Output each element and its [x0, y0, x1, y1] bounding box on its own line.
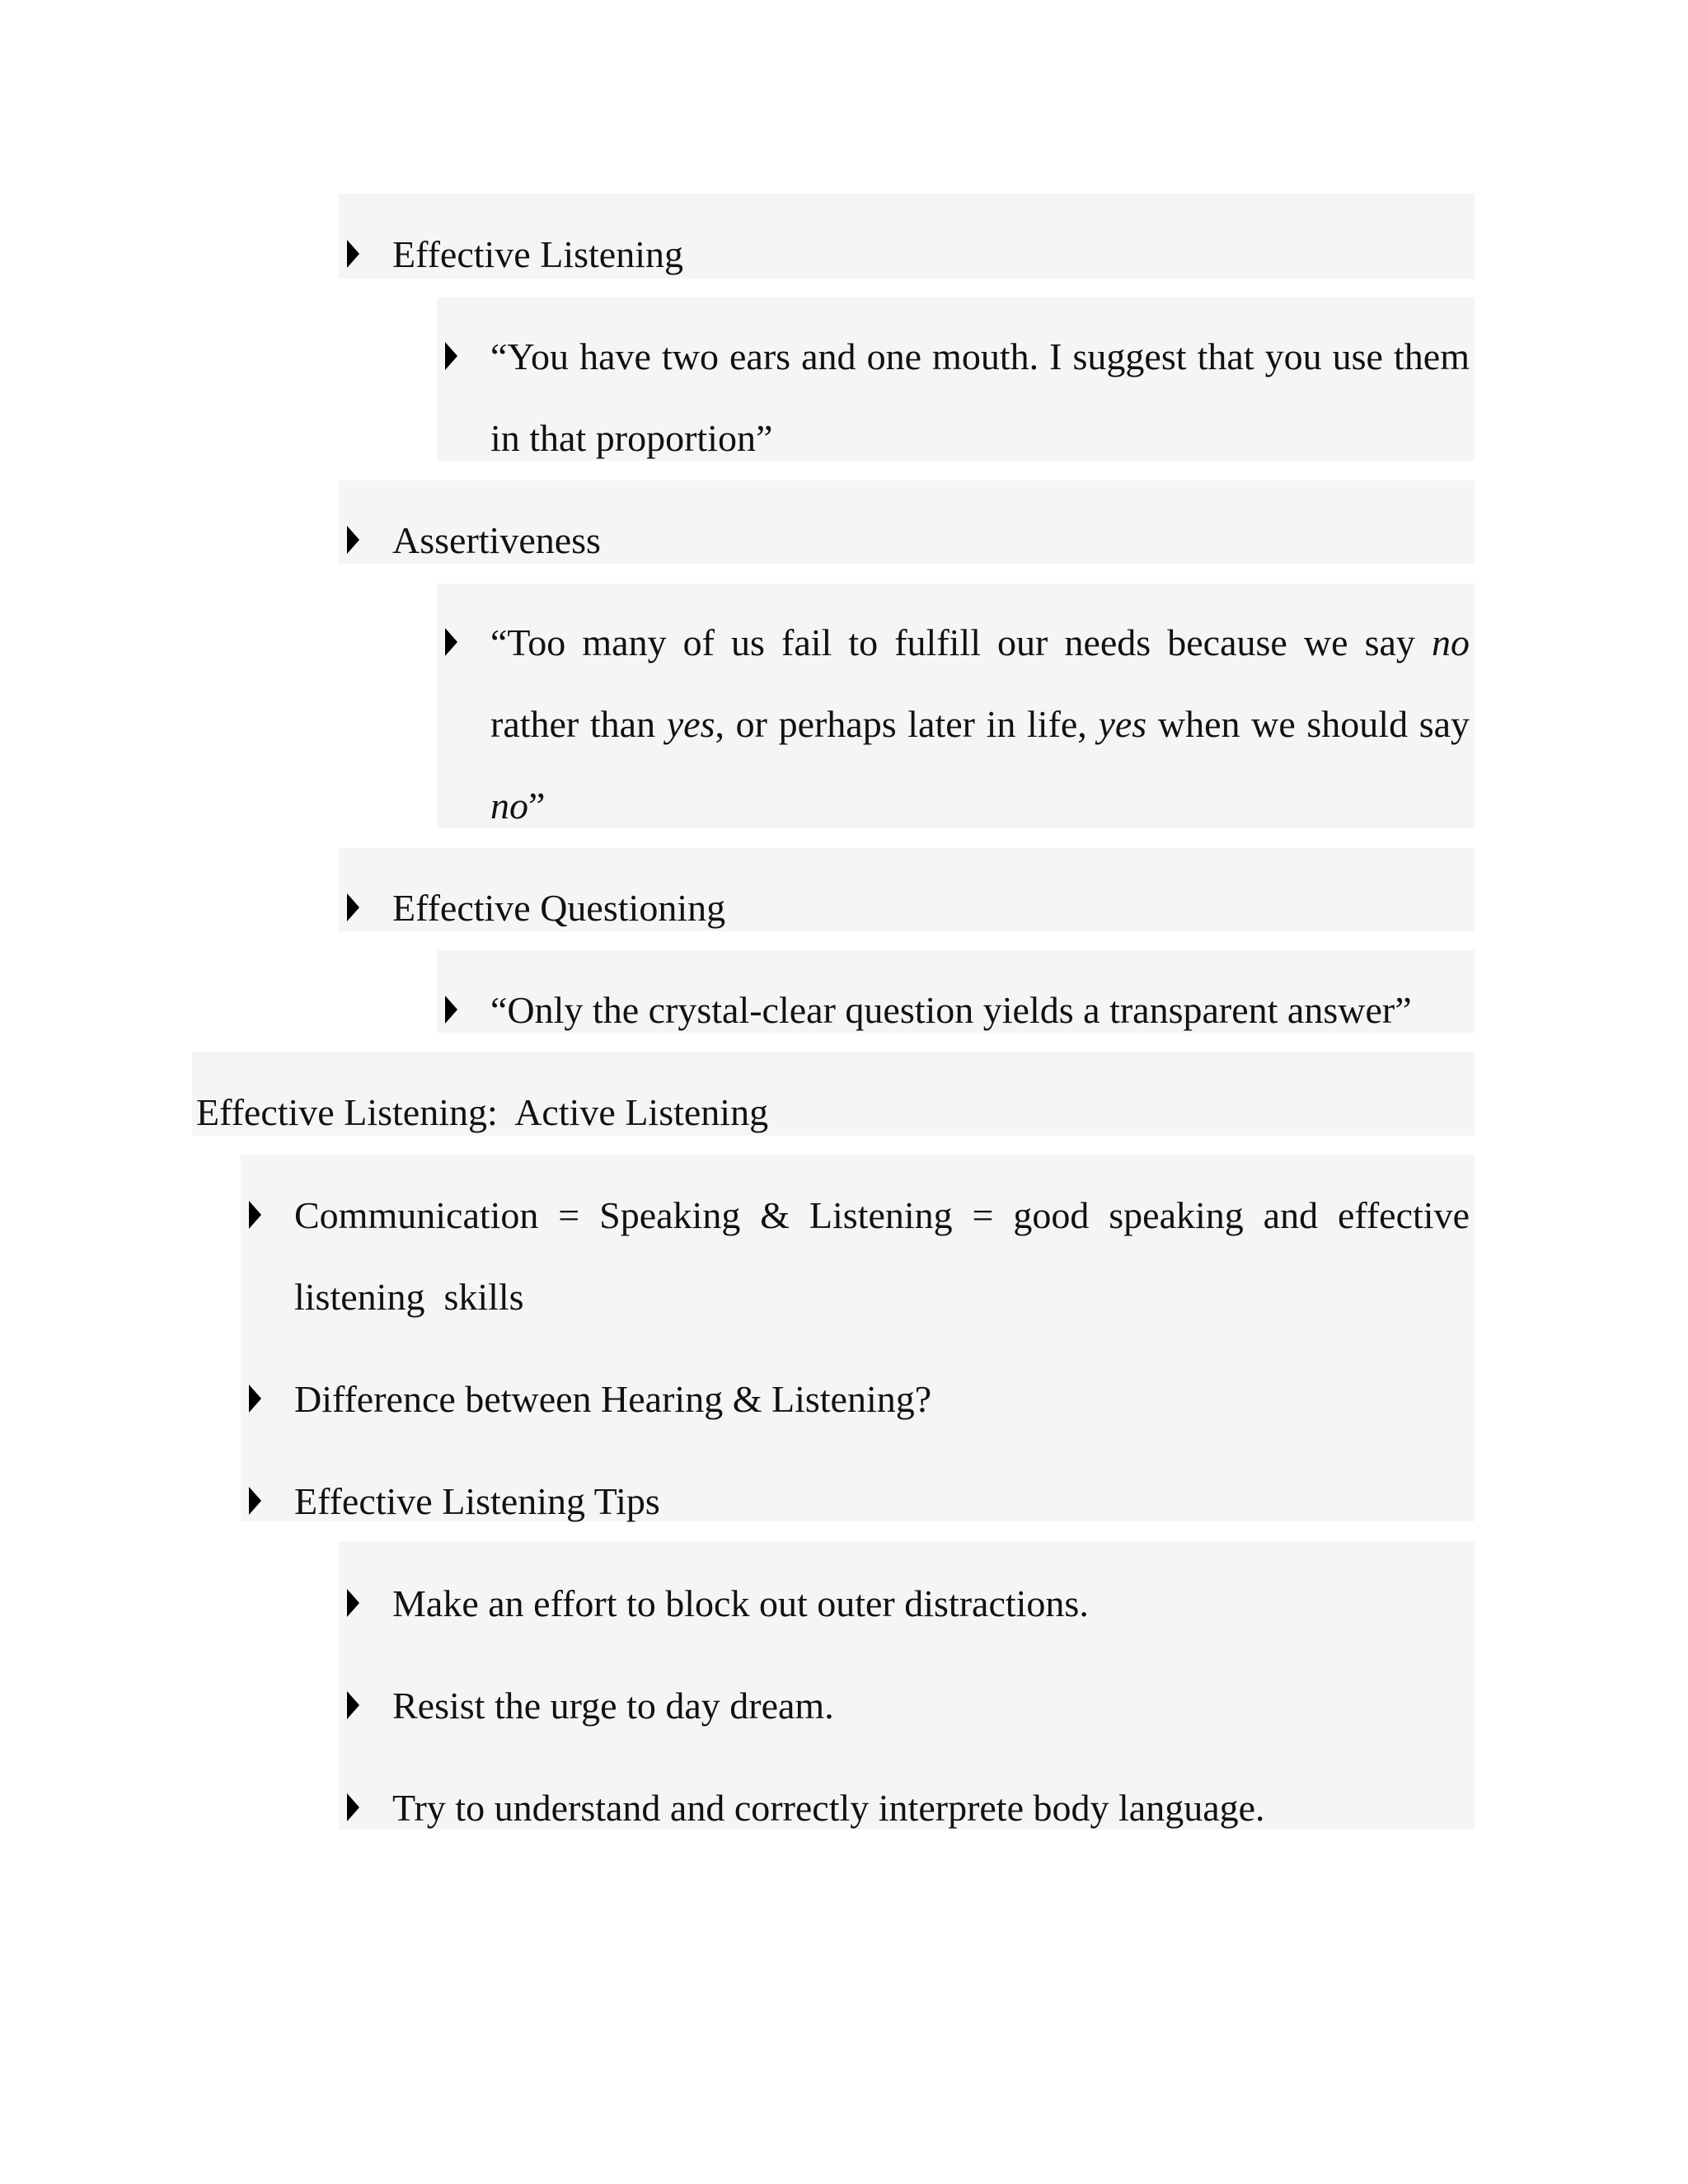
tip-item: Make an effort to block out outer distractions.: [392, 1582, 1089, 1624]
bullet-triangle-icon: [347, 1691, 359, 1719]
quote-line: [490, 705, 1470, 743]
bullet-triangle-icon: [445, 342, 457, 370]
bullet-triangle-icon: [445, 996, 457, 1024]
list-item-text: listening skills: [294, 1276, 524, 1318]
quote-text: “Too many of us fail to fulfill our needs because we say: [490, 621, 1415, 663]
quote-emphasis: no: [490, 785, 528, 827]
bullet-triangle-icon: [347, 893, 359, 921]
bullet-triangle-icon: [347, 240, 359, 268]
section-heading: Effective Listening: Active Listening: [196, 1091, 769, 1133]
list-item-label: Effective Questioning: [392, 887, 726, 929]
quote-text: when we should say: [1157, 703, 1470, 745]
bullet-triangle-icon: [445, 628, 457, 656]
quote-emphasis: yes: [666, 703, 715, 745]
bullet-triangle-icon: [347, 526, 359, 554]
list-item-text: Difference between Hearing & Listening?: [294, 1378, 932, 1420]
list-item-text: Effective Listening Tips: [294, 1480, 660, 1522]
quote-emphasis: no: [1432, 621, 1470, 663]
bullet-triangle-icon: [347, 1589, 359, 1617]
bullet-triangle-icon: [249, 1201, 261, 1229]
list-item-label: Assertiveness: [392, 519, 601, 561]
quote-line: “You have two ears and one mouth. I suggest that you use them: [490, 335, 1470, 377]
tip-item: Resist the urge to day dream.: [392, 1685, 834, 1727]
list-item-text: Communication = Speaking & Listening = good speaking and effective: [294, 1194, 1470, 1236]
bullet-triangle-icon: [347, 1793, 359, 1821]
quote-line: [490, 621, 1470, 663]
bullet-triangle-icon: [249, 1487, 261, 1515]
list-item-label: Effective Listening: [392, 233, 683, 275]
quote-line: in that proportion”: [490, 417, 773, 459]
quote-text: rather than: [490, 703, 656, 745]
quote-text: ”: [528, 785, 546, 827]
quote-emphasis: yes: [1098, 703, 1147, 745]
quote-line: [490, 787, 545, 825]
quote-text: , or perhaps later in life,: [715, 703, 1087, 745]
tip-item: Try to understand and correctly interprete body language.: [392, 1787, 1265, 1829]
quote-line: “Only the crystal-clear question yields a transparent answer”: [490, 989, 1412, 1031]
bullet-triangle-icon: [249, 1385, 261, 1413]
